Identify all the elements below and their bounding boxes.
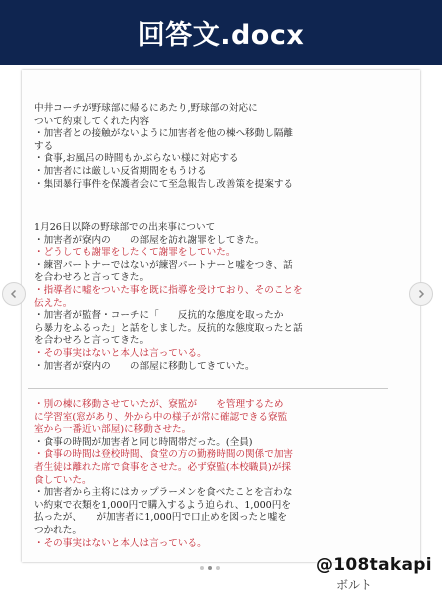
carousel-dot[interactable] <box>200 566 204 570</box>
text-line: ・加害者から主将にはカップラーメンを食べたことを言わな <box>34 487 293 499</box>
text-line: 払ったが、 が加害者に1,000円で口止めを図ったと嘘を <box>34 512 287 524</box>
highlighted-line: ・その事実はないと本人は言っている。 <box>34 537 207 549</box>
text-line: ・食事の時間が加害者と同じ時間帯だった。(全員) <box>34 436 253 448</box>
highlighted-line: ・指導者に嘘をついた事を既に指導を受けており、そのことを <box>34 284 303 296</box>
carousel-dot-active[interactable] <box>208 566 212 570</box>
promise-section <box>34 103 374 191</box>
footer-text: ボルト <box>336 578 373 592</box>
highlighted-line: ・どうしても謝罪をしたくて謝罪をしていた。 <box>34 247 236 259</box>
highlighted-line: ・食事の時間は登校時間、食堂の方の勤務時間の関係で加害 <box>34 449 294 461</box>
text-line: ・集団暴行事件を保護者会にて至急報告し改善策を提案する <box>34 178 294 190</box>
highlighted-line: ・別の棟に移動させていたが、寮監が を管理するため <box>34 399 284 410</box>
highlighted-line: 伝えた。 <box>34 297 73 309</box>
highlighted-line: 食していた。 <box>34 474 92 486</box>
measures-section <box>34 399 374 550</box>
text-line: する <box>34 140 54 152</box>
chevron-right-icon <box>416 289 426 299</box>
section-divider <box>28 388 388 389</box>
text-line: い約束で衣類を1,000円で購入するよう迫られ、1,000円を <box>34 499 291 511</box>
chevron-left-icon <box>9 289 19 299</box>
text-line: ・加害者が監督・コーチに「 反抗的な態度を取ったか <box>34 310 284 322</box>
text-line: ・加害者が寮内の の部屋を訪れ謝罪をしてきた。 <box>34 234 265 246</box>
next-slide-button[interactable] <box>409 282 433 306</box>
text-line: ・加害者との接触がないように加害者を他の棟へ移動し隔離 <box>34 128 294 140</box>
highlighted-line: 室から一番近い部屋)に移動させた。 <box>34 424 192 436</box>
document-title: 回答文.docx <box>137 20 305 51</box>
text-line: ・加害者が寮内の の部屋に移動してきていた。 <box>34 360 255 372</box>
highlighted-line: ・その事実はないと本人は言っている。 <box>34 347 207 359</box>
text-line: ・加害者には厳しい反省期間をもうける <box>34 165 207 177</box>
carousel-dot[interactable] <box>216 566 220 570</box>
text-line: ついて約束してくれた内容 <box>34 115 150 127</box>
events-section <box>34 222 374 373</box>
text-line: ・食事,お風呂の時間もかぶらない様に対応する <box>34 153 239 165</box>
text-line: 中井コーチが野球部に帰るにあたり,野球部の対応に <box>34 103 258 114</box>
text-line: つかれた。 <box>34 524 82 536</box>
highlighted-line: に学習室(窓があり、外から中の様子が常に確認できる寮監 <box>34 411 288 423</box>
text-line: ・練習パートナーではないが練習パートナーと嘘をつき、話 <box>34 259 293 271</box>
watermark-handle: @108takapi <box>316 555 432 575</box>
text-line: 1月26日以降の野球部での出来事について <box>34 222 216 233</box>
text-line: ら暴力をふるった」と話をしました。反抗的な態度取ったと話 <box>34 322 303 334</box>
text-line: を合わせろと言ってきた。 <box>34 335 150 347</box>
previous-slide-button[interactable] <box>2 282 26 306</box>
carousel-indicator <box>200 566 220 570</box>
document-title-bar <box>0 0 442 65</box>
highlighted-line: 者生徒は離れた席で食事をさせた。必ず寮監(本校職員)が採 <box>34 461 291 473</box>
text-line: を合わせろと言ってきた。 <box>34 272 150 284</box>
